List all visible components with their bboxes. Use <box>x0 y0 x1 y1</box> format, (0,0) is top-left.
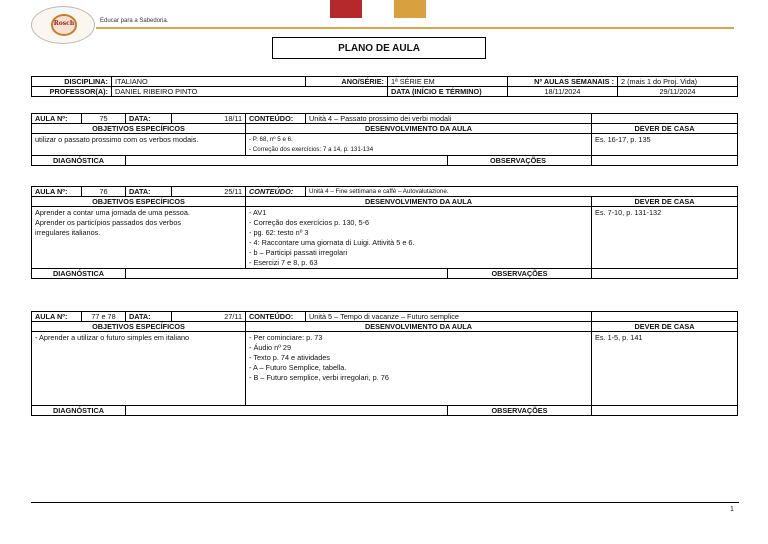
lesson-table-1 <box>31 113 738 166</box>
aula-date: 25/11 <box>172 187 246 197</box>
objetivos-cell <box>32 134 246 156</box>
page-number: 1 <box>730 506 734 513</box>
aula-number: 77 e 78 <box>82 312 126 322</box>
desenvolvimento-line: - 4: Raccontare uma giornata di Luigi. Attività 5 e 6. <box>249 238 415 247</box>
disciplina-value <box>112 77 388 87</box>
diagnostica-value <box>126 156 448 166</box>
data-inicio: 18/11/2024 <box>508 87 618 97</box>
conteudo-value: Unità 4 – Passato prossimo dei verbi modali <box>306 114 592 124</box>
objetivo-line: irregulares italianos. <box>35 228 101 237</box>
school-logo <box>31 6 95 44</box>
dever-cell: Es. 16-17, p. 135 <box>592 134 738 156</box>
objetivos-header: OBJETIVOS ESPECÍFICOS <box>32 322 246 332</box>
desenvolvimento-header: DESENVOLVIMENTO DA AULA <box>246 197 592 207</box>
objetivo-line: Aprender a contar uma jornada de uma pessoa. <box>35 208 190 217</box>
flag-red-stripe <box>330 0 362 18</box>
desenvolvimento-header: DESENVOLVIMENTO DA AULA <box>246 322 592 332</box>
desenvolvimento-line: - A – Futuro Semplice, tabella. <box>249 363 347 372</box>
data-label: DATA: <box>126 114 172 124</box>
desenvolvimento-line: - Correção dos exercícios: 7 a 14, p. 131-134 <box>249 146 374 153</box>
objetivos-header: OBJETIVOS ESPECÍFICOS <box>32 124 246 134</box>
aula-number: 75 <box>82 114 126 124</box>
desenvolvimento-cell <box>246 332 592 406</box>
diagnostica-label: DIAGNÓSTICA <box>32 156 126 166</box>
observacoes-label: OBSERVAÇÕES <box>448 156 592 166</box>
diagnostica-value <box>126 269 448 279</box>
desenvolvimento-line: - Áudio nº 29 <box>249 343 292 352</box>
data-termino: 29/11/2024 <box>618 87 738 97</box>
dever-header: DEVER DE CASA <box>592 197 738 207</box>
dever-cell: Es. 1-5, p. 141 <box>592 332 738 406</box>
desenvolvimento-line: - Correção dos exercícios p. 130, 5-6 <box>249 218 370 227</box>
professor-value: DANIEL RIBEIRO PINTO <box>112 87 388 97</box>
conteudo-label: CONTEÚDO: <box>246 187 306 197</box>
conteudo-value: Unità 5 – Tempo di vacanze – Futuro semplice <box>306 312 592 322</box>
dever-cell: Es. 7-10, p. 131-132 <box>592 207 738 269</box>
desenvolvimento-header: DESENVOLVIMENTO DA AULA <box>246 124 592 134</box>
lesson-table-3 <box>31 311 738 416</box>
empty-cell <box>592 114 738 124</box>
observacoes-value <box>592 269 738 279</box>
desenvolvimento-cell <box>246 207 592 269</box>
objetivo-line: - Aprender a utilizar o futuro simples em italiano <box>35 333 190 342</box>
diagnostica-label: DIAGNÓSTICA <box>32 406 126 416</box>
desenvolvimento-line: - pg. 62: testo nº 3 <box>249 228 309 237</box>
diagnostica-label: DIAGNÓSTICA <box>32 269 126 279</box>
logo-text: Rosch <box>53 20 75 27</box>
aulas-value: 2 (mais 1 do Proj. Vida) <box>618 77 738 87</box>
objetivos-cell <box>32 332 246 406</box>
dever-header: DEVER DE CASA <box>592 124 738 134</box>
conteudo-value: Unità 4 – Fine settimana e caffè – Autovalutazione. <box>306 187 738 197</box>
aula-label: AULA Nº: <box>32 114 82 124</box>
empty-cell <box>592 312 738 322</box>
aula-label: AULA Nº: <box>32 187 82 197</box>
ano-label: ANO/SÉRIE: <box>305 77 387 86</box>
dever-header: DEVER DE CASA <box>592 322 738 332</box>
desenvolvimento-line: - B – Futuro semplice, verbi irregolari, p. 76 <box>249 373 389 382</box>
desenvolvimento-line: - AV1 <box>249 208 267 217</box>
data-label: DATA: <box>126 187 172 197</box>
disciplina-text: ITALIANO <box>115 77 148 86</box>
observacoes-label: OBSERVAÇÕES <box>448 269 592 279</box>
aula-number: 76 <box>82 187 126 197</box>
conteudo-label: CONTEÚDO: <box>246 114 306 124</box>
desenvolvimento-line: - P. 68, nº 5 e 6. <box>249 136 293 143</box>
tagline: Educar para a Sabedoria. <box>100 18 169 24</box>
data-label: DATA (INÍCIO E TÉRMINO) <box>388 87 508 97</box>
desenvolvimento-line: - b – Participi passati irregolari <box>249 248 348 257</box>
header-divider <box>96 27 734 29</box>
objetivos-cell <box>32 207 246 269</box>
diagnostica-value <box>126 406 448 416</box>
flag-white-stripe <box>362 0 394 18</box>
page-title: PLANO DE AULA <box>272 37 486 59</box>
observacoes-label: OBSERVAÇÕES <box>448 406 592 416</box>
objetivo-line: utilizar o passato prossimo com os verbos modais. <box>35 135 199 144</box>
data-label: DATA: <box>126 312 172 322</box>
disciplina-label: DISCIPLINA: <box>32 77 112 87</box>
lesson-table-2 <box>31 186 738 279</box>
aula-label: AULA Nº: <box>32 312 82 322</box>
observacoes-value <box>592 156 738 166</box>
desenvolvimento-line: - Texto p. 74 e atividades <box>249 353 330 362</box>
aula-date: 18/11 <box>172 114 246 124</box>
footer-divider <box>31 502 739 503</box>
observacoes-value <box>592 406 738 416</box>
desenvolvimento-line: - Per cominciare: p. 73 <box>249 333 323 342</box>
objetivos-header: OBJETIVOS ESPECÍFICOS <box>32 197 246 207</box>
desenvolvimento-cell <box>246 134 592 156</box>
flag-gold-stripe <box>394 0 426 18</box>
aula-date: 27/11 <box>172 312 246 322</box>
professor-label: PROFESSOR(A): <box>32 87 112 97</box>
info-table <box>31 76 738 97</box>
objetivo-line: Aprender os particípios passados dos verbos <box>35 218 182 227</box>
desenvolvimento-line: - Esercizi 7 e 8, p. 63 <box>249 258 318 267</box>
ano-value: 1ª SÉRIE EM <box>388 77 508 87</box>
aulas-label: Nº AULAS SEMANAIS : <box>508 77 618 87</box>
conteudo-label: CONTEÚDO: <box>246 312 306 322</box>
